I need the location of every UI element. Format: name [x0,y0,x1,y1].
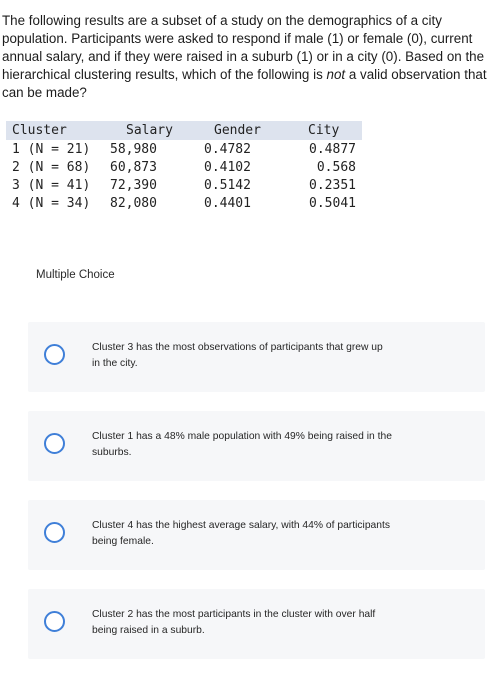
radio-button-icon[interactable] [44,433,65,454]
choice-text: Cluster 2 has the most participants in the cluster with over half being raised in a suburb. [92,609,376,636]
cell-cluster: 2 (N = 68) [12,159,91,175]
table-header-row [6,121,362,140]
table-row [6,158,362,176]
header-city: City [284,121,362,140]
question-text [2,12,498,102]
cell-salary: 82,080 [110,195,157,211]
cell-city: 0.568 [316,159,356,175]
cell-salary: 58,980 [110,141,157,157]
cell-city: 0.2351 [309,177,356,193]
cluster-results-table [6,121,362,212]
choice-option-2[interactable] [28,411,485,481]
radio-button-icon[interactable] [44,522,65,543]
radio-button-icon[interactable] [44,344,65,365]
cell-cluster: 3 (N = 41) [12,177,91,193]
multiple-choice-label: Multiple Choice [36,269,115,281]
cell-gender: 0.4102 [204,159,251,175]
table-row [6,176,362,194]
choice-option-4[interactable] [28,589,485,659]
cell-gender: 0.4782 [204,141,251,157]
cell-gender: 0.4401 [204,195,251,211]
cell-city: 0.4877 [309,141,356,157]
choice-text: Cluster 1 has a 48% male population with 49% being raised in the suburbs. [92,431,392,458]
choice-text: Cluster 4 has the highest average salary, with 44% of participants being female. [92,520,391,547]
radio-button-icon[interactable] [44,611,65,632]
header-cluster: Cluster [6,121,110,140]
choice-text: Cluster 3 has the most observations of participants that grew up in the city. [92,342,383,369]
cell-gender: 0.5142 [204,177,251,193]
question-emphasis: not [326,67,346,82]
cell-salary: 60,873 [110,159,157,175]
question-part-1: The following results are a subset of a study on the demographics of a city population. Participants were asked to respond if male (1) or female (0), current annual salary, and if they were raised in a suburb (1) or in a city (0). Based on the hierarchical clustering results, which of the following is [2,13,485,82]
header-gender: Gender [204,121,284,140]
choice-option-3[interactable] [28,500,485,570]
cell-city: 0.5041 [309,195,356,211]
choice-option-1[interactable] [28,322,485,392]
header-salary: Salary [110,121,204,140]
cell-cluster: 1 (N = 21) [12,141,91,157]
table-row [6,140,362,158]
cell-cluster: 4 (N = 34) [12,195,91,211]
cell-salary: 72,390 [110,177,157,193]
question-part-2: a valid observation that can be made? [2,67,487,100]
table-row [6,194,362,212]
